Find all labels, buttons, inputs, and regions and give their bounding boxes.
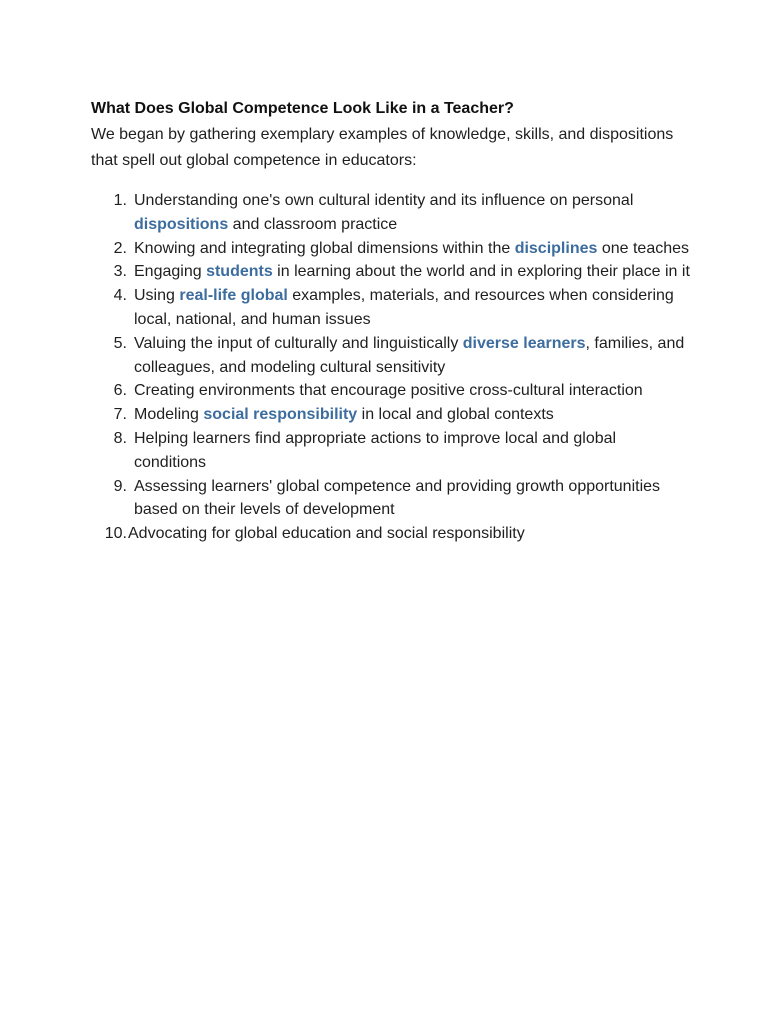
list-item-text — [128, 332, 691, 380]
item-text-before: Knowing and integrating global dimensions within the — [134, 239, 515, 257]
list-item — [91, 237, 691, 261]
item-text-after: in learning about the world and in exploring their place in it — [272, 263, 690, 281]
list-item — [91, 403, 691, 427]
list-number: 5. — [113, 334, 127, 352]
intro-paragraph: We began by gathering exemplary examples of knowledge, skills, and dispositions that spell out global competence in educators: — [91, 126, 674, 169]
list-item — [91, 189, 691, 237]
item-text-after: one teaches — [597, 239, 690, 257]
link-dispositions[interactable]: dispositions — [134, 215, 229, 233]
list-number: 9. — [113, 477, 127, 495]
document-body — [91, 98, 691, 546]
item-text-before: Modeling — [134, 406, 204, 424]
list-item — [91, 427, 691, 475]
link-real-life-global[interactable]: real-life global — [179, 287, 288, 305]
item-text-after: , families, and colleagues, and modeling cultural sensitivity — [134, 334, 685, 376]
list-item-text: Helping learners find appropriate actions to improve local and global conditions — [134, 429, 617, 471]
list-item — [91, 379, 691, 403]
list-number: 10. — [104, 525, 127, 543]
list-item-text — [128, 189, 691, 237]
link-disciplines[interactable]: disciplines — [514, 239, 598, 257]
list-item-text — [128, 237, 691, 261]
list-item — [91, 522, 691, 546]
list-item — [91, 332, 691, 380]
list-number: 4. — [113, 287, 127, 305]
list-item — [91, 260, 691, 284]
list-number: 8. — [113, 429, 127, 447]
item-text-after: in local and global contexts — [357, 406, 554, 424]
list-item-text: Advocating for global education and social responsibility — [128, 525, 525, 543]
list-item — [91, 284, 691, 332]
item-text-after: examples, materials, and resources when considering local, national, and human issues — [134, 287, 674, 328]
list-item — [91, 475, 691, 523]
list-item-text — [128, 284, 691, 332]
list-item-text: Assessing learners' global competence and providing growth opportunities based on their levels of development — [134, 477, 661, 519]
section-heading: What Does Global Competence Look Like in a Teacher? — [91, 100, 514, 117]
link-social-responsibility[interactable]: social responsibility — [203, 406, 358, 424]
item-text-before: Valuing the input of culturally and linguistically — [134, 334, 463, 352]
competence-list — [91, 189, 691, 546]
link-students[interactable]: students — [206, 263, 273, 281]
item-text-after: and classroom practice — [228, 215, 398, 233]
item-text-before: Engaging — [134, 263, 207, 281]
list-item-text: Creating environments that encourage positive cross-cultural interaction — [134, 382, 643, 400]
item-text-before: Understanding one's own cultural identity and its influence on personal — [134, 192, 634, 209]
list-item-text — [128, 260, 691, 284]
list-item-text — [128, 403, 691, 427]
list-number: 2. — [113, 239, 127, 257]
list-number: 6. — [113, 382, 127, 400]
list-number: 3. — [113, 263, 127, 281]
item-text-before: Using — [134, 287, 180, 305]
list-number: 7. — [113, 406, 127, 424]
list-number: 1. — [113, 192, 127, 209]
link-diverse-learners[interactable]: diverse learners — [462, 334, 586, 352]
